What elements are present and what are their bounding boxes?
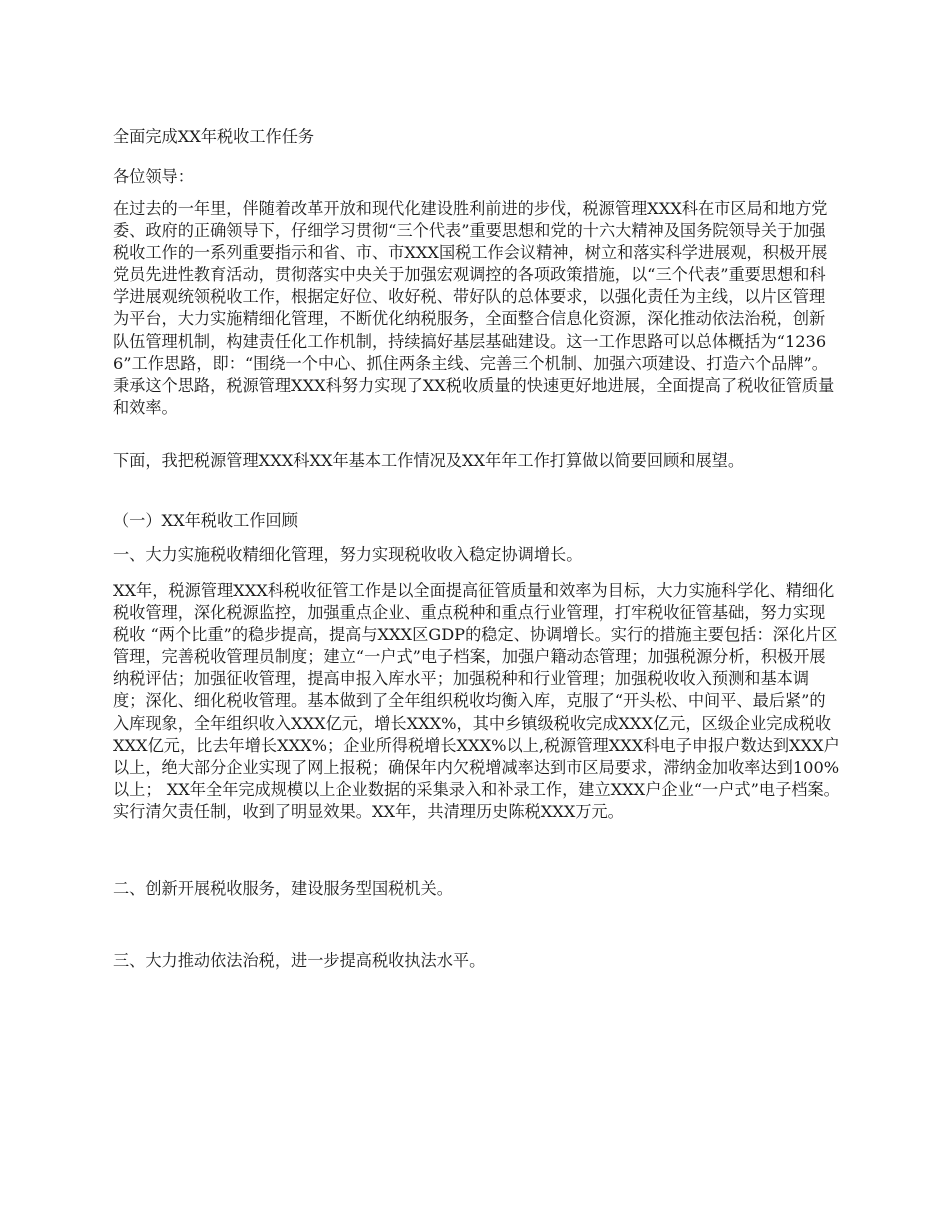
item-heading-1: 一、大力实施税收精细化管理，努力实现税收收入稳定协调增长。: [113, 545, 583, 564]
greeting: 各位领导：: [113, 167, 194, 186]
paragraph-overview: 下面，我把税源管理XXX科XX年基本工作情况及XX年年工作打算做以简要回顾和展望。: [113, 451, 745, 470]
document-title: 全面完成XX年税收工作任务: [113, 127, 315, 146]
section-heading-review: （一）XX年税收工作回顾: [113, 511, 298, 530]
item-heading-3: 三、大力推动依法治税，进一步提高税收执法水平。: [113, 951, 486, 970]
paragraph-item-1: XX年，税源管理XXX科税收征管工作是以全面提高征管质量和效率为目标，大力实施科学化、精细化税收管理，深化税源监控，加强重点企业、重点税种和重点行业管理，打牢税收征管基础，努力实现税收 “两个比重”的稳步提高，提高与XXX区GDP的稳定、协调增长。实行的措施主要包括：深化片区管理，完善税收管理员制度；建立“一户式”电子档案，加强户籍动态管理；加强税源分析，积极开展纳税评估；加强征收管理，提高申报入库水平；加强税种和行业管理；加强税收收入预测和基本调度；深化、细化税收管理。基本做到了全年组织税收均衡入库，克服了“开头松、中间平、最后紧”的入库现象，全年组织收入XXX亿元，增长XXX%，其中乡镇级税收完成XXX亿元，区级企业完成税收XXX亿元，比去年增长XXX%；企业所得税增长XXX%以上,税源管理XXX科电子申报户数达到XXX户以上，绝大部分企业实现了网上报税；确保年内欠税增减率达到市区局要求，滞纳金加收率达到100%以上； XX年全年完成规模以上企业数据的采集录入和补录工作，建立XXX户企业“一户式”电子档案。实行清欠责任制，收到了明显效果。XX年，共清理历史陈税XXX万元。: [113, 581, 840, 821]
item-heading-2: 二、创新开展税收服务，建设服务型国税机关。: [113, 879, 453, 898]
paragraph-intro: 在过去的一年里，伴随着改革开放和现代化建设胜利前进的步伐，税源管理XXX科在市区局和地方党委、政府的正确领导下，仔细学习贯彻“三个代表”重要思想和党的十六大精神及国务院领导关于加强税收工作的一系列重要指示和省、市、市XXX国税工作会议精神，树立和落实科学进展观，积极开展党员先进性教育活动，贯彻落实中央关于加强宏观调控的各项政策措施，以“三个代表”重要思想和科学进展观统领税收工作，根据定好位、收好税、带好队的总体要求，以强化责任为主线，以片区管理为平台，大力实施精细化管理，不断优化纳税服务，全面整合信息化资源，深化推动依法治税，创新队伍管理机制，构建责任化工作机制，持续搞好基层基础建设。这一工作思路可以总体概括为“12366”工作思路，即：“围绕一个中心、抓住两条主线、完善三个机制、加强六项建设、打造六个品牌”。秉承这个思路，税源管理XXX科努力实现了XX税收质量的快速更好地进展，全面提高了税收征管质量和效率。: [113, 199, 835, 417]
